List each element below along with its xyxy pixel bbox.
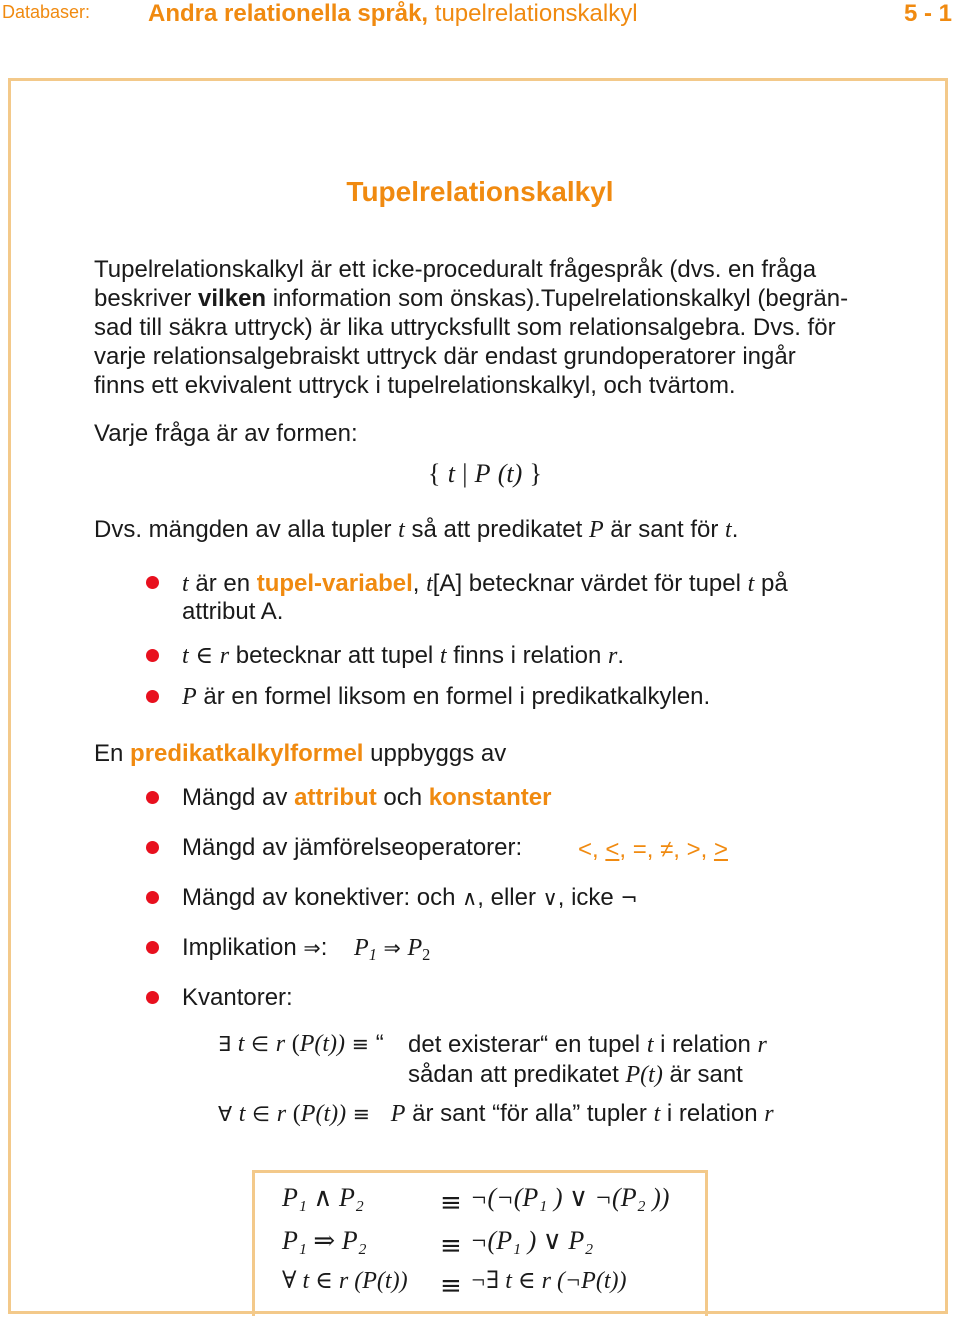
relation-var: r (757, 1032, 767, 1058)
dvs-text: är sant för (603, 516, 726, 543)
bullet-icon (146, 791, 159, 804)
tuple-var: t (747, 571, 755, 597)
explanation-text: är sant (405, 1100, 493, 1127)
forall-icon: ∀ (218, 1102, 233, 1126)
operator-gt: > (686, 836, 701, 863)
explanation-text: för alla (500, 1100, 573, 1127)
intro-line: finns ett ekvivalent uttryck i tupelrelationskalkyl, och tvärtom. (94, 372, 736, 399)
subscript: 2 (422, 944, 431, 964)
equiv-icon: ≡ (352, 1102, 371, 1126)
predicate-symbol: P (354, 935, 369, 961)
intro-text: En (94, 740, 131, 767)
explanation-text: tupler (580, 1100, 654, 1127)
rule-rhs: ¬∃ t ∈ r (¬P(t)) (470, 1268, 627, 1294)
bullet-icon (146, 576, 159, 589)
tuple-var: t (653, 1101, 661, 1127)
quote: “ (492, 1100, 501, 1127)
dvs-line (94, 516, 738, 544)
rule-lhs: P₁ ⇒ P₂ (282, 1226, 367, 1255)
item-text: och (376, 784, 429, 811)
quote: “ (540, 1031, 549, 1058)
tuple-var: t (182, 643, 189, 669)
intro-line: varje relationsalgebraiskt uttryck där endast grundoperatorer ingår (94, 343, 796, 370)
list-item (182, 642, 624, 670)
list-item (182, 884, 638, 912)
separator: , (619, 836, 633, 863)
predicate-symbol: P (182, 684, 197, 710)
set-builder-expression (428, 458, 542, 489)
item-text: betecknar att tupel (229, 642, 440, 669)
item-text: är en (188, 570, 257, 597)
form-label: Varje fråga är av formen: (94, 420, 358, 447)
separator: , (700, 836, 714, 863)
item-text: finns i relation (446, 642, 609, 669)
operator-eq: = (632, 836, 647, 863)
explanation-text: är sant (662, 1061, 743, 1088)
dvs-text: . (731, 516, 739, 543)
bullet-icon (146, 690, 159, 703)
explanation-text: sådan att predikatet (408, 1061, 626, 1088)
list-item (182, 570, 788, 626)
predicate-symbol: P (299, 1031, 315, 1057)
course-label: Databaser: (2, 2, 91, 22)
item-text: : (320, 934, 328, 961)
equiv-icon: ≡ (440, 1271, 462, 1301)
explanation-text: i relation (660, 1100, 765, 1127)
predicate-symbol: P (588, 517, 604, 543)
chapter-title (148, 0, 638, 28)
rule-lhs: ∀ t ∈ r (P(t)) (282, 1268, 408, 1294)
tuple-var: t (398, 517, 405, 543)
brace-close: } (529, 459, 543, 488)
tuple-var: t (182, 571, 189, 597)
tuple-var: t (238, 1101, 246, 1127)
slide-title: Tupelrelationskalkyl (346, 176, 614, 207)
rule-lhs: P₁ ∧ P₂ (282, 1183, 364, 1212)
intro-line: Tupelrelationskalkyl är ett icke-proceduralt frågespråk (dvs. en fråga (94, 256, 817, 283)
highlight-term: konstanter (428, 784, 552, 811)
relation-var: r (219, 643, 230, 669)
bullet-icon (146, 891, 159, 904)
item-text: . (617, 642, 625, 669)
tuple-var: t (426, 571, 433, 597)
item-text: attribut A. (182, 598, 284, 625)
paren: ( (291, 1031, 300, 1057)
list-item: Mängd av jämförelseoperatorer: (182, 834, 523, 861)
bar-symbol: | (462, 459, 468, 488)
separator: , (592, 836, 606, 863)
predicate-arg: (t)) (315, 1101, 347, 1127)
chapter-title-sub: tupelrelationskalkyl (428, 0, 638, 27)
separator: , (646, 836, 661, 863)
brace-open: { (428, 459, 441, 488)
highlight-term: predikatkalkylformel (130, 740, 364, 767)
page-number: 5 - 1 (903, 0, 952, 27)
bullet-icon (146, 941, 159, 954)
item-text: är en formel liksom en formel i predikatkalkylen. (196, 683, 711, 710)
item-text: Implikation (182, 934, 304, 961)
bullet-icon (146, 991, 159, 1004)
quote: “ (375, 1030, 384, 1057)
operator-lt: < (578, 836, 593, 863)
highlight-term: tupel-variabel (256, 570, 413, 597)
explanation-text: det existerar (408, 1031, 541, 1058)
predicate-symbol: P (625, 1062, 641, 1088)
relation-var: r (275, 1031, 286, 1057)
tuple-var: t (439, 643, 447, 669)
highlight-term: attribut (294, 784, 377, 811)
exists-definition (218, 1030, 384, 1058)
item-text: , (412, 570, 427, 597)
operator-le: < (605, 836, 620, 863)
item-text: på (754, 570, 788, 597)
rule-rhs: ¬(¬(P₁ ) ∨ ¬(P₂ )) (470, 1183, 670, 1212)
list-item (182, 683, 710, 711)
comparison-operators (578, 836, 728, 864)
rule-rhs: ¬(P₁ ) ∨ P₂ (470, 1226, 594, 1255)
formula-intro (94, 740, 506, 768)
subscript: 1 (368, 944, 377, 964)
intro-paragraph (94, 255, 854, 400)
explanation-text: en tupel (548, 1031, 647, 1058)
and-icon: ∧ (462, 886, 478, 910)
element-of-icon: ∈ (195, 643, 214, 669)
predicate-symbol: P (474, 459, 491, 488)
operator-ge: > (713, 836, 728, 863)
predicate-arg: (t)) (314, 1031, 346, 1057)
relation-var: r (276, 1101, 287, 1127)
item-text: Mängd av (182, 784, 295, 811)
bullet-icon (146, 841, 159, 854)
or-icon: ∨ (542, 886, 558, 910)
explanation-text: i relation (653, 1031, 758, 1058)
tuple-var: t (447, 459, 455, 488)
dvs-text: så att predikatet (404, 516, 589, 543)
not-icon: ¬ (620, 886, 638, 910)
intro-text: information som önskas).Tupelrelationskalkyl (begrän- (266, 285, 849, 312)
intro-text: uppbyggs av (363, 740, 507, 767)
relation-var: r (608, 643, 618, 669)
equiv-icon: ≡ (440, 1231, 462, 1261)
predicate-symbol: P (300, 1101, 316, 1127)
implies-icon: ⇒ (383, 936, 401, 960)
relation-var: r (764, 1101, 774, 1127)
equiv-icon: ≡ (440, 1188, 462, 1218)
paren: ( (292, 1101, 301, 1127)
item-text: Mängd av konektiver: och (182, 884, 463, 911)
intro-text: beskriver (94, 285, 199, 312)
predicate-arg: (t) (497, 459, 523, 488)
predicate-symbol: P (390, 1101, 406, 1127)
bullet-icon (146, 649, 159, 662)
exists-explanation (408, 1030, 767, 1090)
operator-ne: ≠ (660, 836, 674, 863)
tuple-var: t (646, 1032, 654, 1058)
predicate-arg: (t) (640, 1062, 663, 1088)
item-text: , eller (477, 884, 543, 911)
item-text: , icke (557, 884, 621, 911)
equiv-icon: ≡ (351, 1032, 370, 1056)
forall-definition (218, 1100, 774, 1128)
exists-icon: ∃ (218, 1032, 232, 1056)
element-of-icon: ∈ (252, 1102, 271, 1126)
intro-line: sad till säkra uttryck) är lika uttrycksfullt som relationsalgebra. Dvs. för (94, 314, 836, 341)
separator: , (673, 836, 687, 863)
intro-line (94, 284, 854, 313)
list-item: Kvantorer: (182, 984, 293, 1011)
implies-icon: ⇒ (303, 936, 321, 960)
quote: ” (572, 1100, 581, 1127)
tuple-var: t (725, 517, 732, 543)
dvs-text: Dvs. mängden av alla tupler (94, 516, 399, 543)
tuple-var: t (237, 1031, 245, 1057)
list-item (182, 784, 551, 812)
predicate-symbol: P (407, 935, 423, 961)
item-text: [A] betecknar värdet för tupel (432, 570, 748, 597)
intro-bold-word: vilken (198, 285, 267, 312)
list-item (182, 934, 430, 964)
element-of-icon: ∈ (251, 1032, 270, 1056)
chapter-title-main: Andra relationella språk, (148, 0, 429, 27)
